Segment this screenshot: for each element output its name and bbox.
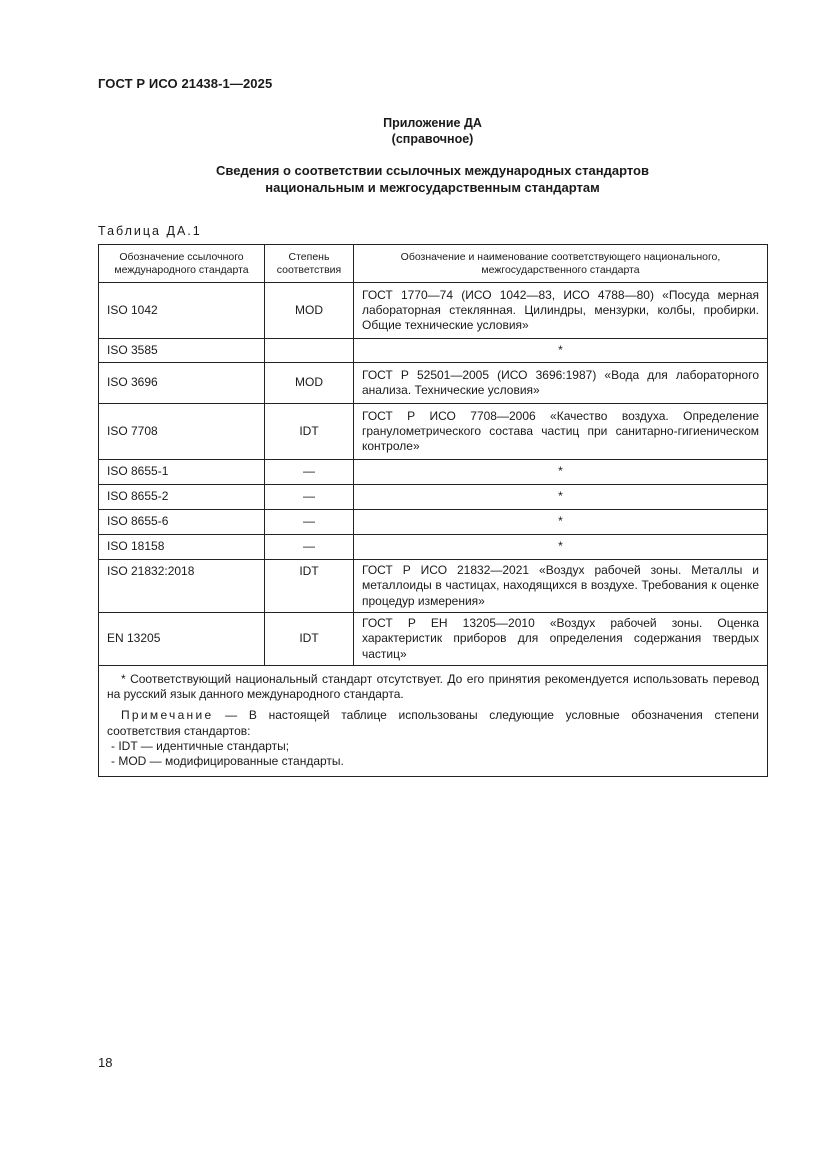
degree-cell: IDT <box>265 613 354 666</box>
reference-cell: EN 13205 <box>99 613 265 666</box>
degree-cell: — <box>265 485 354 510</box>
table-row <box>99 404 768 460</box>
degree-cell: — <box>265 510 354 535</box>
national-standard-cell: ГОСТ Р 52501—2005 (ИСО 3696:1987) «Вода для лабораторного анализа. Технические условия» <box>354 363 768 404</box>
national-standard-cell: * <box>354 510 768 535</box>
reference-cell: ISO 8655-6 <box>99 510 265 535</box>
reference-cell: ISO 21832:2018 <box>99 560 265 613</box>
table-row <box>99 560 768 613</box>
table-header-row <box>99 245 768 283</box>
header-reference-standard: Обозначение ссылочного международного стандарта <box>99 245 265 283</box>
national-standard-cell: * <box>354 485 768 510</box>
table-row <box>99 535 768 560</box>
degree-cell: MOD <box>265 363 354 404</box>
degree-cell: IDT <box>265 404 354 460</box>
reference-cell: ISO 1042 <box>99 283 265 339</box>
header-degree: Степень соответствия <box>265 245 354 283</box>
standards-table <box>98 244 768 777</box>
degree-cell: — <box>265 460 354 485</box>
note-text: — В настоящей таблице использованы следующие условные обозначения степени соответствия стандартов: <box>107 708 759 738</box>
reference-cell: ISO 3696 <box>99 363 265 404</box>
national-standard-cell: ГОСТ 1770—74 (ИСО 1042—83, ИСО 4788—80) «Посуда мерная лабораторная стеклянная. Цилиндры, мензурки, колбы, пробирки. Общие технические условия» <box>354 283 768 339</box>
national-standard-cell: * <box>354 535 768 560</box>
reference-cell: ISO 8655-1 <box>99 460 265 485</box>
degree-cell: IDT <box>265 560 354 613</box>
table-row <box>99 460 768 485</box>
degree-cell <box>265 339 354 363</box>
annex-title: Приложение ДА <box>383 116 482 130</box>
note <box>107 708 759 739</box>
national-standard-cell: * <box>354 339 768 363</box>
table-row <box>99 485 768 510</box>
header-national-standard: Обозначение и наименование соответствующего национального, межгосударственного стандарта <box>354 245 768 283</box>
annex-heading-line-2: национальным и межгосударственным стандартам <box>265 180 600 195</box>
table-footer <box>99 665 768 776</box>
table-row <box>99 339 768 363</box>
degree-cell: — <box>265 535 354 560</box>
note-label: Примечание <box>121 708 214 723</box>
national-standard-cell: ГОСТ Р ИСО 21832—2021 «Воздух рабочей зоны. Металлы и металлоиды в частицах, находящихся в воздухе. Требования к оценке процедур измерения» <box>354 560 768 613</box>
legend-item-mod: - MOD — модифицированные стандарты. <box>111 754 344 769</box>
reference-cell: ISO 8655-2 <box>99 485 265 510</box>
reference-cell: ISO 3585 <box>99 339 265 363</box>
reference-cell: ISO 7708 <box>99 404 265 460</box>
annex-subtitle: (справочное) <box>391 132 474 146</box>
footnote: * Соответствующий национальный стандарт отсутствует. До его принятия рекомендуется использовать перевод на русский язык данного международного стандарта. <box>107 671 759 702</box>
national-standard-cell: ГОСТ Р ИСО 7708—2006 «Качество воздуха. Определение гранулометрического состава частиц при санитарно-гигиеническом контроле» <box>354 404 768 460</box>
table-row <box>99 613 768 666</box>
table-label: Таблица ДА.1 <box>98 224 202 238</box>
page-number: 18 <box>98 1055 113 1070</box>
annex-heading-line-1: Сведения о соответствии ссылочных международных стандартов <box>216 163 649 178</box>
document-code: ГОСТ Р ИСО 21438-1—2025 <box>98 76 273 91</box>
national-standard-cell: ГОСТ Р ЕН 13205—2010 «Воздух рабочей зоны. Оценка характеристик приборов для определения содержания твердых частиц» <box>354 613 768 666</box>
annex-heading <box>98 162 767 196</box>
table-row <box>99 283 768 339</box>
national-standard-cell: * <box>354 460 768 485</box>
legend-item-idt: - IDT — идентичные стандарты; <box>111 739 290 754</box>
degree-cell: MOD <box>265 283 354 339</box>
reference-cell: ISO 18158 <box>99 535 265 560</box>
annex-header <box>98 115 767 147</box>
table-row <box>99 510 768 535</box>
table-row <box>99 363 768 404</box>
table-footer-row <box>99 665 768 776</box>
